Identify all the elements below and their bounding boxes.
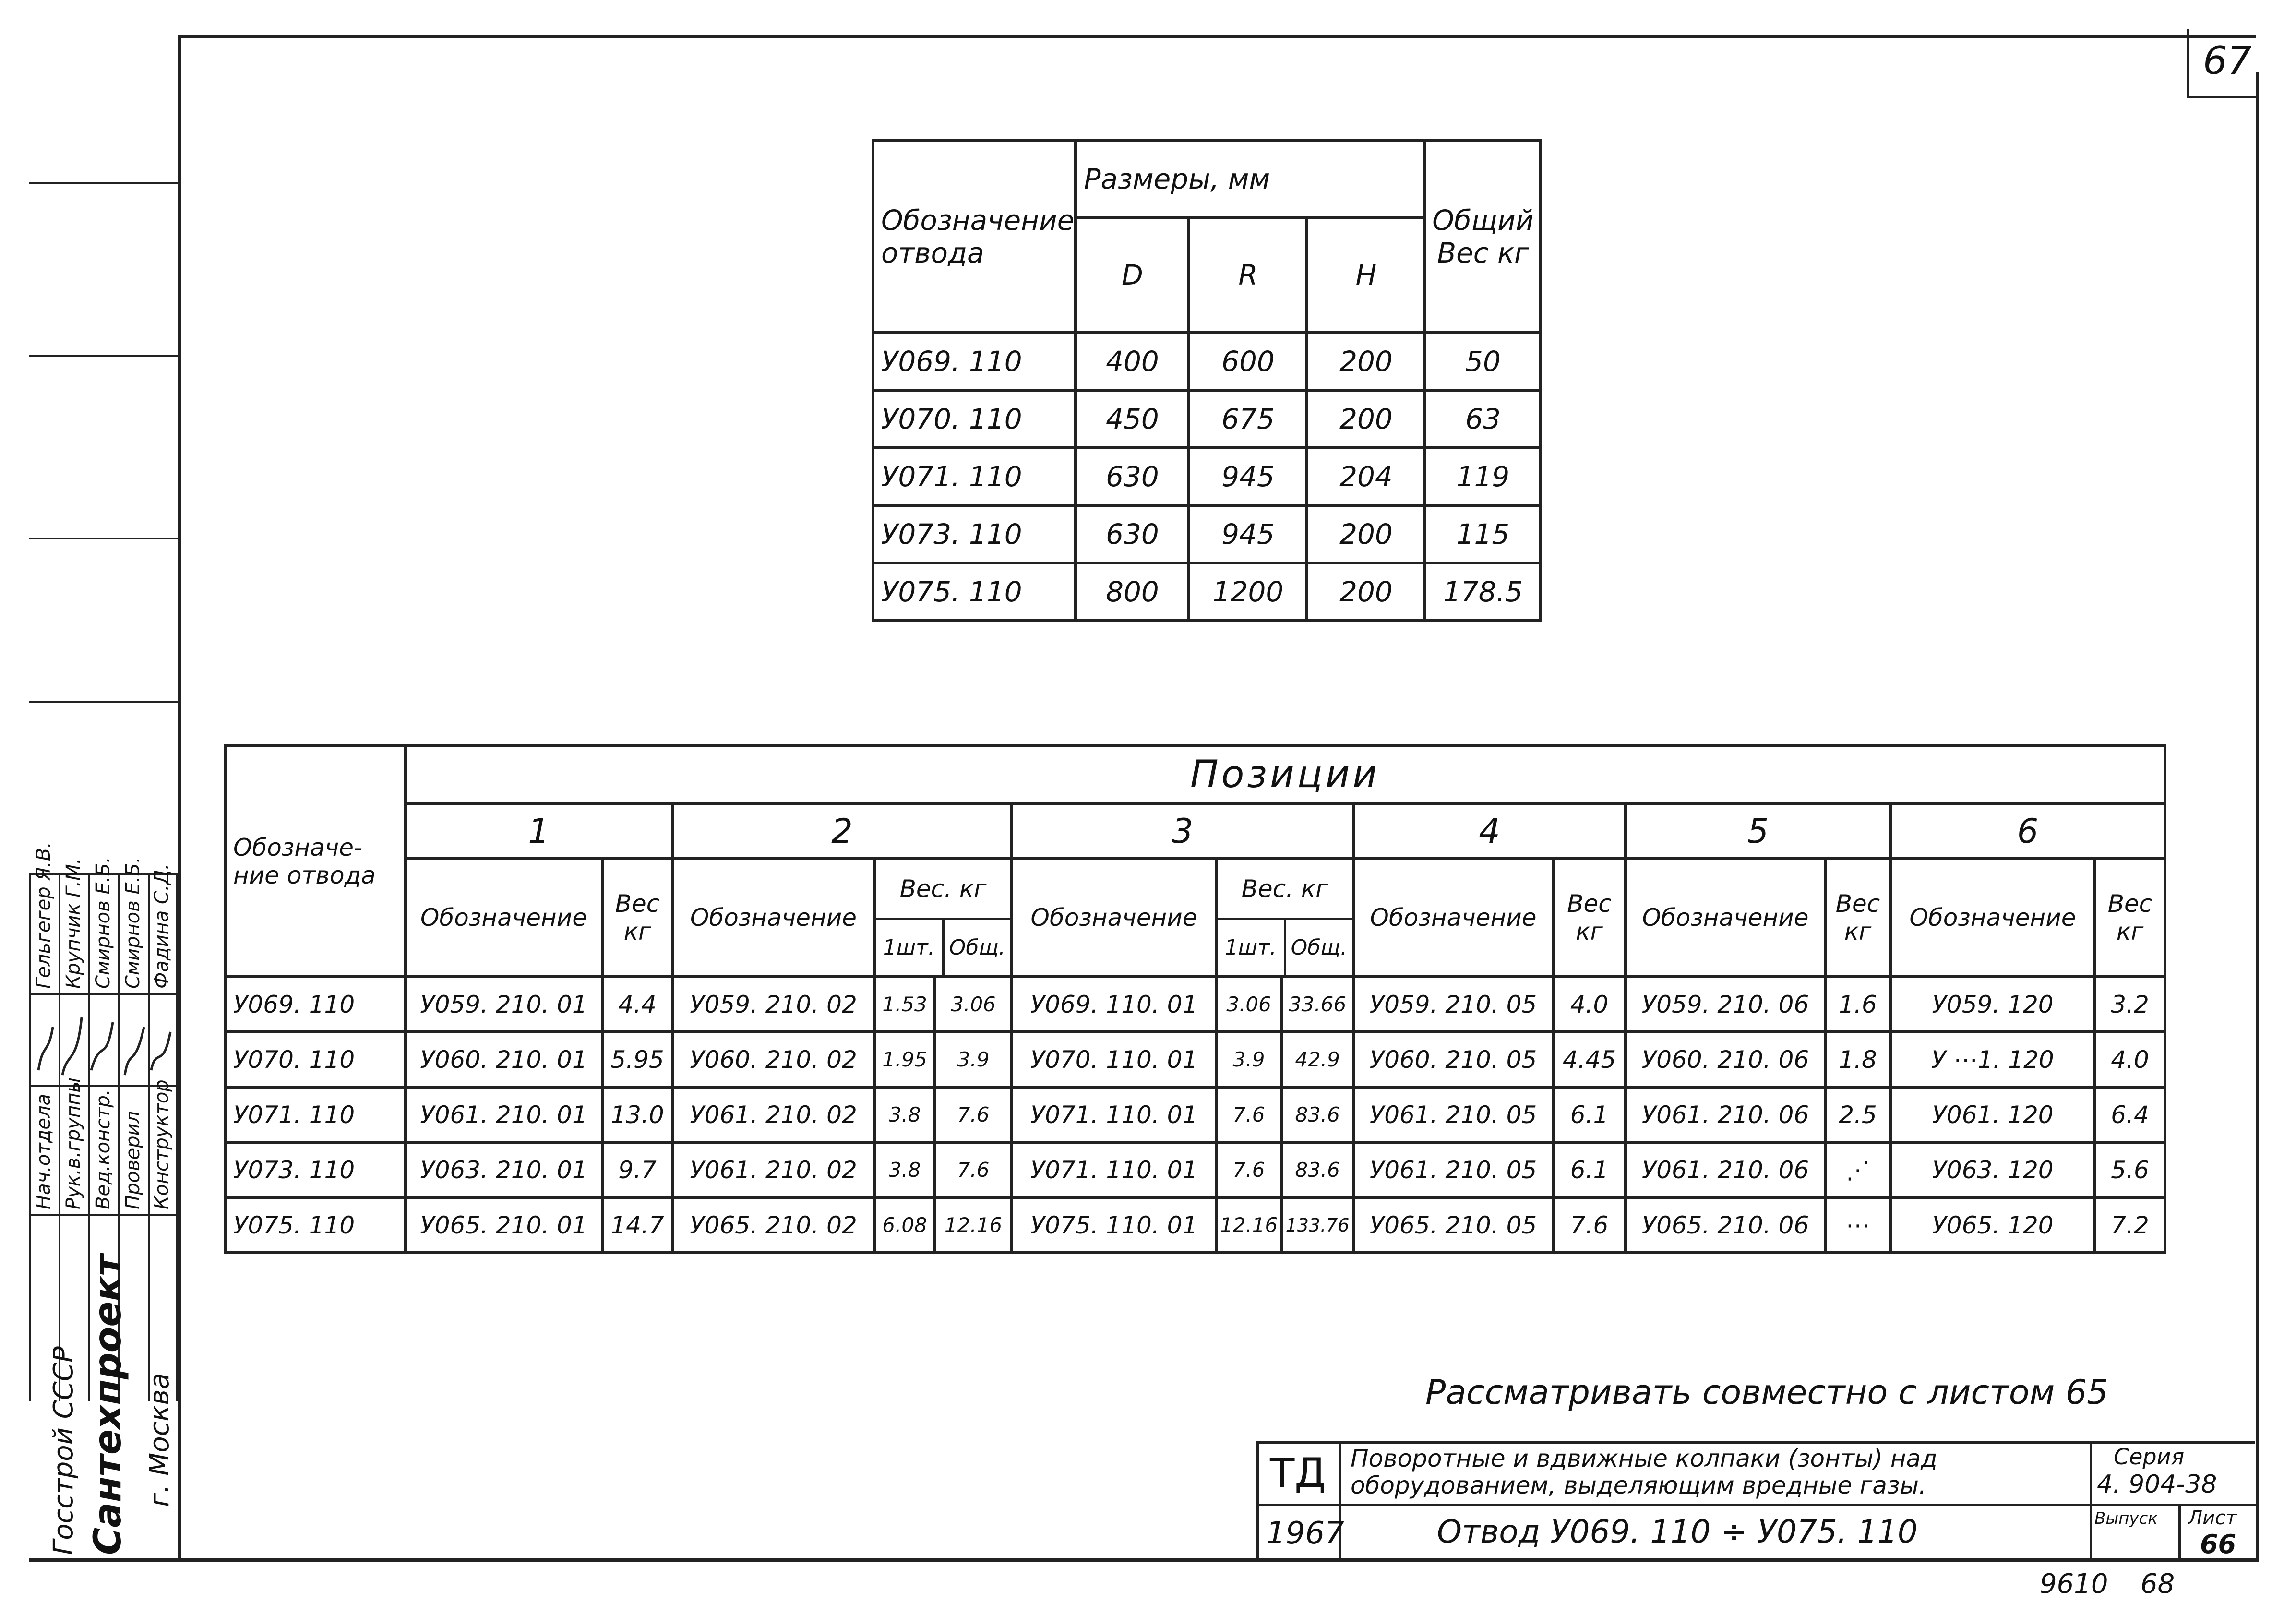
cell-w5: ⋰ xyxy=(1825,1142,1890,1197)
header-positions: Позиции xyxy=(405,746,2165,803)
cell-p5: У065. 210. 06 xyxy=(1626,1197,1825,1253)
positions-table xyxy=(224,744,2166,1254)
cell-p4: У059. 210. 05 xyxy=(1353,977,1553,1032)
stamp-name: Смирнов Е.Б. xyxy=(92,857,114,989)
cell-w2b: 3.9 xyxy=(935,1032,1012,1087)
cell-p5: У059. 210. 06 xyxy=(1626,977,1825,1032)
stamp-name: Смирнов Е.Б. xyxy=(122,857,144,989)
stamp-role: Конструктор xyxy=(151,1079,173,1209)
stamp-line xyxy=(148,873,150,1401)
dimensions-table xyxy=(872,139,1542,622)
cell-w6: 7.2 xyxy=(2095,1197,2165,1253)
cell-p6: У065. 120 xyxy=(1890,1197,2095,1253)
stamp-line xyxy=(29,701,178,703)
header-obsh: Общ. xyxy=(949,935,1005,960)
cell-w1: 13.0 xyxy=(602,1087,672,1142)
stamp-line xyxy=(59,873,60,1401)
header-ves: Вес кг xyxy=(2095,859,2165,977)
cell-w3b: 83.6 xyxy=(1281,1087,1353,1142)
tb-line xyxy=(2090,1444,2092,1561)
cell-w4: 7.6 xyxy=(1553,1197,1626,1253)
cell-w5: 2.5 xyxy=(1825,1087,1890,1142)
cell-p2: У060. 210. 02 xyxy=(672,1032,874,1087)
cell-w1: 5.95 xyxy=(602,1032,672,1087)
position-2: 2 xyxy=(672,803,1012,859)
cell-H: 204 xyxy=(1307,448,1425,505)
cell-w3b: 42.9 xyxy=(1281,1032,1353,1087)
cell-R: 945 xyxy=(1189,505,1307,563)
header-D: D xyxy=(1076,217,1189,333)
table-row xyxy=(873,390,1541,448)
cell-R: 945 xyxy=(1189,448,1307,505)
cell-w3b: 33.66 xyxy=(1281,977,1353,1032)
cell-D: 630 xyxy=(1076,448,1189,505)
cell-designation: У070. 110 xyxy=(873,390,1076,448)
cell-w2a: 3.8 xyxy=(874,1087,935,1142)
header-oboz: Обозначение xyxy=(1353,859,1553,977)
cell-designation: У071. 110 xyxy=(225,1087,405,1142)
sheet-number: 66 xyxy=(2200,1529,2236,1559)
cell-p4: У065. 210. 05 xyxy=(1353,1197,1553,1253)
archive-number: 9610 xyxy=(2040,1568,2108,1600)
cell-w5: 1.6 xyxy=(1825,977,1890,1032)
stamp-role: Проверил xyxy=(122,1111,144,1209)
cell-p3: У069. 110. 01 xyxy=(1012,977,1216,1032)
header-oboz: Обозначение xyxy=(1890,859,2095,977)
table-row xyxy=(873,448,1541,505)
cell-p6: У ⋯1. 120 xyxy=(1890,1032,2095,1087)
page-number: 67 xyxy=(2203,38,2252,83)
header-dimensions: Размеры, мм xyxy=(1076,141,1425,217)
cell-designation: У075. 110 xyxy=(873,563,1076,621)
position-3: 3 xyxy=(1012,803,1353,859)
cell-w2a: 1.95 xyxy=(874,1032,935,1087)
cell-p2: У059. 210. 02 xyxy=(672,977,874,1032)
title-line-1: Поворотные и вдвижные колпаки (зонты) над xyxy=(1351,1445,1937,1472)
table-row xyxy=(873,563,1541,621)
position-4: 4 xyxy=(1353,803,1626,859)
cell-p4: У060. 210. 05 xyxy=(1353,1032,1553,1087)
cell-weight: 50 xyxy=(1425,333,1541,390)
cell-R: 675 xyxy=(1189,390,1307,448)
stamp-name: Крупчик Г.М. xyxy=(62,858,84,989)
cell-w4: 6.1 xyxy=(1553,1087,1626,1142)
cell-p5: У061. 210. 06 xyxy=(1626,1142,1825,1197)
cell-p6: У059. 120 xyxy=(1890,977,2095,1032)
cell-p5: У061. 210. 06 xyxy=(1626,1087,1825,1142)
cell-p1: У060. 210. 01 xyxy=(405,1032,602,1087)
archive-page: 68 xyxy=(2141,1568,2175,1600)
tb-line xyxy=(1259,1504,2258,1506)
table-row xyxy=(225,977,2165,1032)
cell-w3a: 7.6 xyxy=(1216,1087,1281,1142)
tb-line xyxy=(2178,1504,2181,1561)
cell-w5: ⋯ xyxy=(1825,1197,1890,1253)
cell-w1: 14.7 xyxy=(602,1197,672,1253)
cell-p1: У063. 210. 01 xyxy=(405,1142,602,1197)
header-oboz: Обозначение xyxy=(672,859,874,977)
cell-p3: У075. 110. 01 xyxy=(1012,1197,1216,1253)
table-row xyxy=(873,505,1541,563)
header-H: H xyxy=(1307,217,1425,333)
cell-w4: 4.45 xyxy=(1553,1032,1626,1087)
title-line-2: оборудованием, выделяющим вредные газы. xyxy=(1351,1471,1926,1499)
approval-stamp xyxy=(29,182,178,1560)
cell-H: 200 xyxy=(1307,563,1425,621)
cell-w5: 1.8 xyxy=(1825,1032,1890,1087)
cell-weight: 119 xyxy=(1425,448,1541,505)
series-label: Серия xyxy=(2114,1444,2185,1470)
cell-p3: У071. 110. 01 xyxy=(1012,1142,1216,1197)
cell-designation: У075. 110 xyxy=(225,1197,405,1253)
header-ves: Вес кг xyxy=(1553,859,1626,977)
header-1sht: 1шт. xyxy=(1218,920,1286,975)
cell-p3: У071. 110. 01 xyxy=(1012,1087,1216,1142)
cell-designation: У071. 110 xyxy=(873,448,1076,505)
cell-R: 1200 xyxy=(1189,563,1307,621)
stamp-name: Гельгегер Я.В. xyxy=(33,841,55,989)
cell-w2b: 7.6 xyxy=(935,1142,1012,1197)
stamp-line xyxy=(29,182,178,184)
cell-w4: 6.1 xyxy=(1553,1142,1626,1197)
cell-designation: У073. 110 xyxy=(873,505,1076,563)
cell-p2: У061. 210. 02 xyxy=(672,1087,874,1142)
cell-D: 400 xyxy=(1076,333,1189,390)
cell-H: 200 xyxy=(1307,333,1425,390)
sheet-label: Лист xyxy=(2188,1507,2237,1529)
cell-designation: У070. 110 xyxy=(225,1032,405,1087)
cell-w3a: 3.06 xyxy=(1216,977,1281,1032)
header-1sht: 1шт. xyxy=(876,920,945,975)
stamp-name: Фадина С.Д. xyxy=(151,863,173,989)
frame-top-line xyxy=(178,35,2256,38)
table-row xyxy=(225,1197,2165,1253)
cell-w3a: 3.9 xyxy=(1216,1032,1281,1087)
org-city: г. Москва xyxy=(144,1373,175,1507)
stamp-role: Рук.в.группы xyxy=(62,1077,84,1209)
cell-w2a: 1.53 xyxy=(874,977,935,1032)
cell-weight: 63 xyxy=(1425,390,1541,448)
table-row xyxy=(225,1142,2165,1197)
title-block xyxy=(1256,1441,2255,1558)
header-ves2: Вес. кг xyxy=(876,860,1010,920)
td-mark: ТД xyxy=(1270,1449,1326,1496)
org-ministry: Госстрой СССР xyxy=(48,1346,79,1555)
position-1: 1 xyxy=(405,803,672,859)
cell-D: 630 xyxy=(1076,505,1189,563)
cell-designation: У069. 110 xyxy=(225,977,405,1032)
cell-D: 800 xyxy=(1076,563,1189,621)
cell-w2b: 3.06 xyxy=(935,977,1012,1032)
frame-left-line xyxy=(178,35,181,1561)
cell-w2b: 7.6 xyxy=(935,1087,1012,1142)
cell-p5: У060. 210. 06 xyxy=(1626,1032,1825,1087)
stamp-line xyxy=(29,993,178,995)
frame-right-line xyxy=(2256,72,2259,1560)
cell-designation: У069. 110 xyxy=(873,333,1076,390)
cell-w3a: 7.6 xyxy=(1216,1142,1281,1197)
cell-w6: 5.6 xyxy=(2095,1142,2165,1197)
cell-w1: 9.7 xyxy=(602,1142,672,1197)
header-ves: Вес кг xyxy=(1825,859,1890,977)
cell-w3b: 133.76 xyxy=(1281,1197,1353,1253)
position-5: 5 xyxy=(1626,803,1890,859)
frame-bottom-line xyxy=(29,1558,2259,1562)
header-ves-split xyxy=(1216,859,1353,977)
cell-p4: У061. 210. 05 xyxy=(1353,1142,1553,1197)
cell-p1: У059. 210. 01 xyxy=(405,977,602,1032)
header-ves-split xyxy=(874,859,1012,977)
stamp-line xyxy=(29,1214,178,1216)
cell-w2a: 3.8 xyxy=(874,1142,935,1197)
stamp-line xyxy=(29,873,31,1401)
cell-p4: У061. 210. 05 xyxy=(1353,1087,1553,1142)
cell-w3b: 83.6 xyxy=(1281,1142,1353,1197)
cell-w1: 4.4 xyxy=(602,977,672,1032)
year: 1967 xyxy=(1266,1516,1344,1551)
stamp-role: Нач.отдела xyxy=(33,1093,55,1209)
cell-R: 600 xyxy=(1189,333,1307,390)
position-6: 6 xyxy=(1890,803,2165,859)
stamp-line xyxy=(29,538,178,539)
cell-w6: 6.4 xyxy=(2095,1087,2165,1142)
table-row xyxy=(873,333,1541,390)
cell-w6: 3.2 xyxy=(2095,977,2165,1032)
cell-H: 200 xyxy=(1307,505,1425,563)
header-oboz: Обозначение xyxy=(405,859,602,977)
header-oboz: Обозначение xyxy=(1626,859,1825,977)
header-ves: Вес кг xyxy=(602,859,672,977)
sheet-title: Отвод У069. 110 ÷ У075. 110 xyxy=(1437,1513,1918,1550)
cell-D: 450 xyxy=(1076,390,1189,448)
stamp-line xyxy=(176,873,178,1401)
cell-p2: У065. 210. 02 xyxy=(672,1197,874,1253)
cell-w3a: 12.16 xyxy=(1216,1197,1281,1253)
cell-weight: 178.5 xyxy=(1425,563,1541,621)
cell-designation: У073. 110 xyxy=(225,1142,405,1197)
signatures-image xyxy=(29,998,178,1085)
header-weight: Общий Вес кг xyxy=(1425,141,1541,333)
series-number: 4. 904-38 xyxy=(2097,1470,2217,1499)
cross-reference-note: Рассматривать совместно с листом 65 xyxy=(1425,1373,2108,1412)
cell-w6: 4.0 xyxy=(2095,1032,2165,1087)
cell-p6: У061. 120 xyxy=(1890,1087,2095,1142)
cell-p6: У063. 120 xyxy=(1890,1142,2095,1197)
cell-w2b: 12.16 xyxy=(935,1197,1012,1253)
header-oboz: Обозначение xyxy=(1012,859,1216,977)
table-row xyxy=(225,1032,2165,1087)
issue-label: Выпуск xyxy=(2094,1509,2158,1528)
cell-w4: 4.0 xyxy=(1553,977,1626,1032)
cell-w2a: 6.08 xyxy=(874,1197,935,1253)
header-designation: Обозначение отвода xyxy=(873,141,1076,333)
cell-weight: 115 xyxy=(1425,505,1541,563)
header-designation: Обозначе-ние отвода xyxy=(225,746,405,977)
header-obsh: Общ. xyxy=(1291,935,1347,960)
header-R: R xyxy=(1189,217,1307,333)
header-ves2: Вес. кг xyxy=(1218,860,1352,920)
stamp-role: Вед.констр. xyxy=(92,1089,114,1209)
cell-p2: У061. 210. 02 xyxy=(672,1142,874,1197)
cell-H: 200 xyxy=(1307,390,1425,448)
cell-p1: У061. 210. 01 xyxy=(405,1087,602,1142)
cell-p1: У065. 210. 01 xyxy=(405,1197,602,1253)
stamp-line xyxy=(29,355,178,357)
cell-p3: У070. 110. 01 xyxy=(1012,1032,1216,1087)
table-row xyxy=(225,1087,2165,1142)
org-institute: Сантехпроект xyxy=(86,1254,130,1555)
